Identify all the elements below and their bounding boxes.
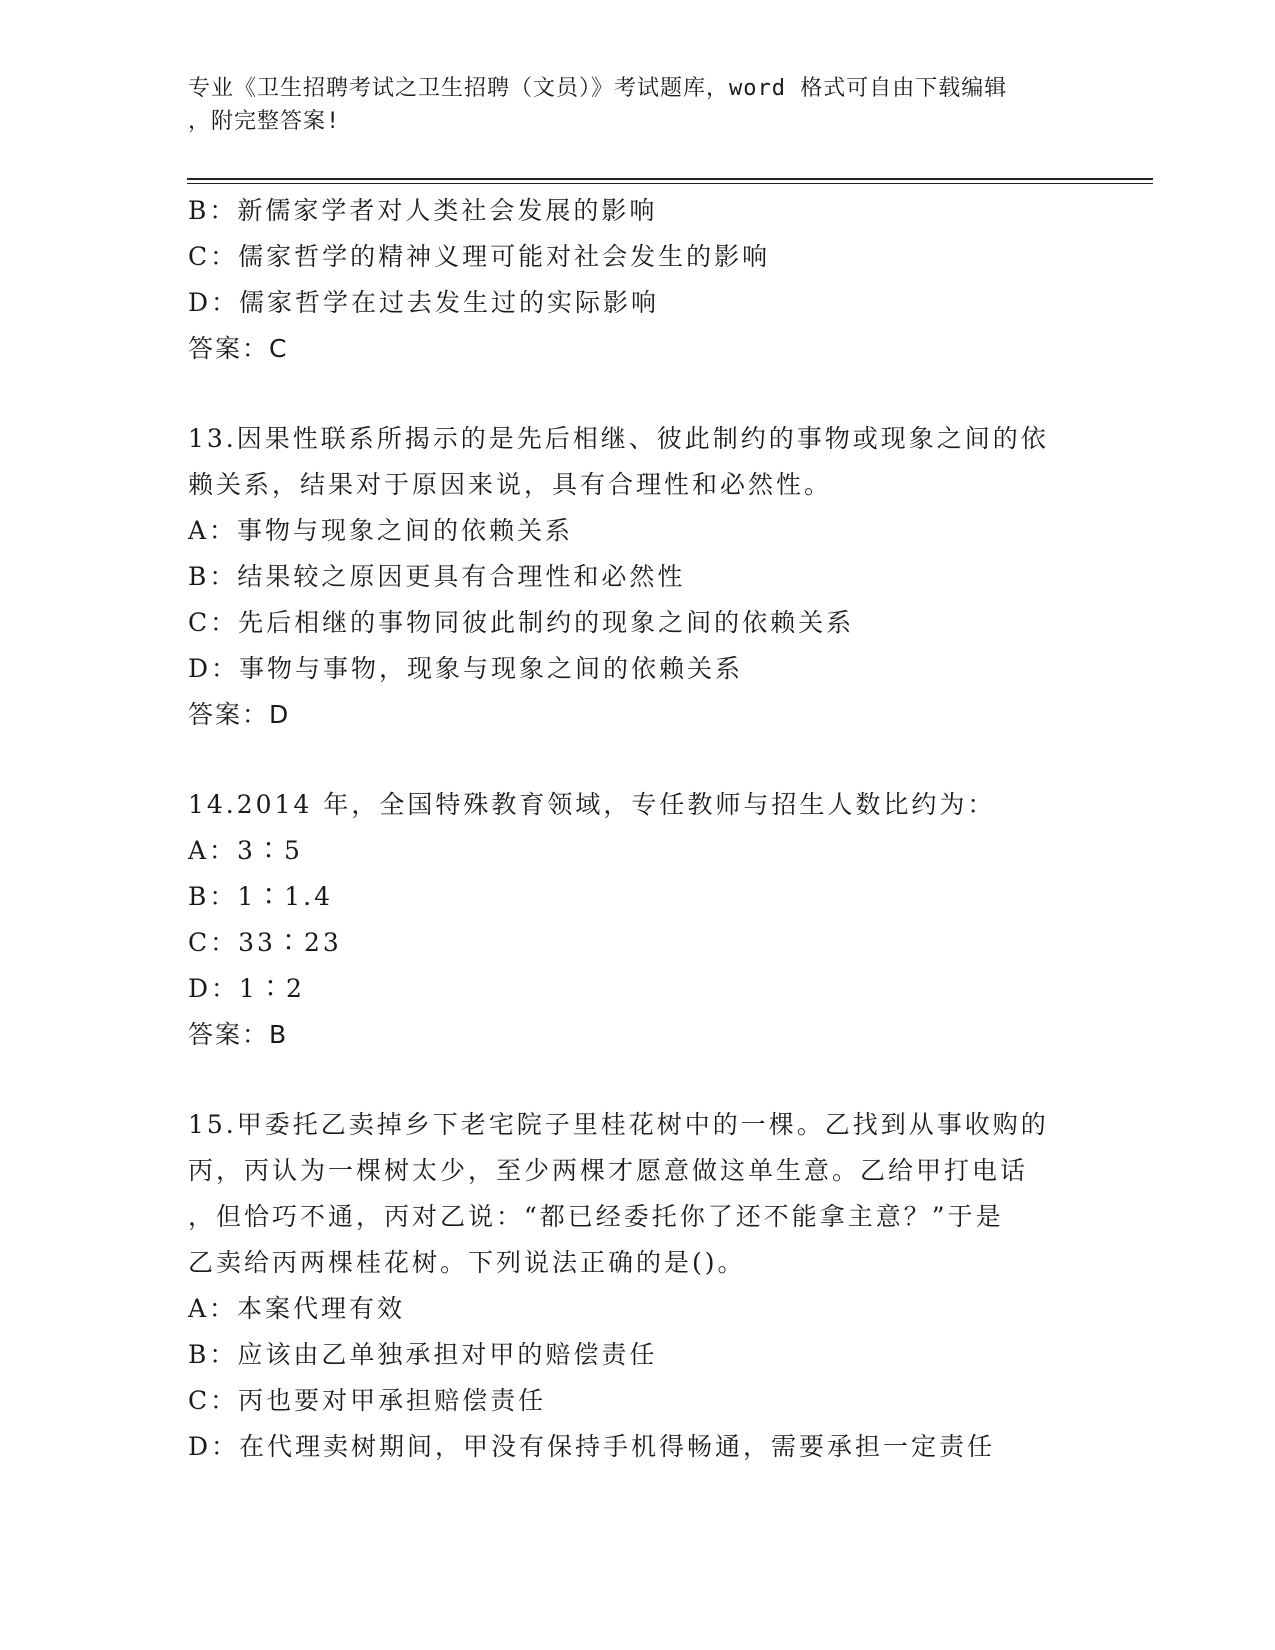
q14-text-line-1: 14.2014 年，全国特殊教育领域，专任教师与招生人数比约为：: [188, 790, 996, 819]
q15-text-line-2: 丙，丙认为一棵树太少，至少两棵才愿意做这单生意。乙给甲打电话: [188, 1156, 1029, 1185]
q14-option-c: C：33∶23: [188, 928, 342, 957]
document-header: [188, 72, 1068, 138]
q15-text-line-3: ，但恰巧不通，丙对乙说：“都已经委托你了还不能拿主意？”于是: [188, 1202, 1004, 1231]
q13-option-b: B：结果较之原因更具有合理性和必然性: [188, 562, 686, 591]
question-15: [188, 1102, 1088, 1470]
document-body: [188, 188, 1088, 1470]
q13-option-d: D：事物与事物，现象与现象之间的依赖关系: [188, 654, 744, 683]
q13-text-line-2: 赖关系，结果对于原因来说，具有合理性和必然性。: [188, 470, 833, 499]
q12-answer: 答案：C: [188, 334, 289, 363]
question-12-tail: [188, 188, 1088, 372]
q15-option-c: C：丙也要对甲承担赔偿责任: [188, 1386, 547, 1415]
q15-option-a: A：本案代理有效: [188, 1294, 406, 1323]
q14-answer: 答案：B: [188, 1020, 289, 1049]
question-14: [188, 782, 1088, 1058]
q15-text-line-1: 15.甲委托乙卖掉乡下老宅院子里桂花树中的一棵。乙找到从事收购的: [188, 1110, 1049, 1139]
question-13: [188, 416, 1088, 738]
q12-option-b: B：新儒家学者对人类社会发展的影响: [188, 196, 658, 225]
q15-option-d: D：在代理卖树期间，甲没有保持手机得畅通，需要承担一定责任: [188, 1432, 996, 1461]
q13-text-line-1: 13.因果性联系所揭示的是先后相继、彼此制约的事物或现象之间的依: [188, 424, 1049, 453]
q14-option-d: D：1∶2: [188, 974, 305, 1003]
header-rule-bottom: [187, 183, 1153, 184]
q13-answer: 答案：D: [188, 700, 291, 729]
q12-option-d: D：儒家哲学在过去发生过的实际影响: [188, 288, 660, 317]
q15-text-line-4: 乙卖给丙两棵桂花树。下列说法正确的是()。: [188, 1248, 746, 1277]
header-subtitle: ，附完整答案!: [188, 109, 341, 134]
header-rule-top: [187, 178, 1153, 180]
q13-option-a: A：事物与现象之间的依赖关系: [188, 516, 574, 545]
q14-option-a: A：3∶5: [188, 836, 303, 865]
q15-option-b: B：应该由乙单独承担对甲的赔偿责任: [188, 1340, 658, 1369]
q12-option-c: C：儒家哲学的精神义理可能对社会发生的影响: [188, 242, 771, 271]
q14-option-b: B：1∶1.4: [188, 882, 334, 911]
header-title: 专业《卫生招聘考试之卫生招聘（文员）》考试题库，word 格式可自由下载编辑: [188, 76, 1008, 101]
q13-option-c: C：先后相继的事物同彼此制约的现象之间的依赖关系: [188, 608, 855, 637]
